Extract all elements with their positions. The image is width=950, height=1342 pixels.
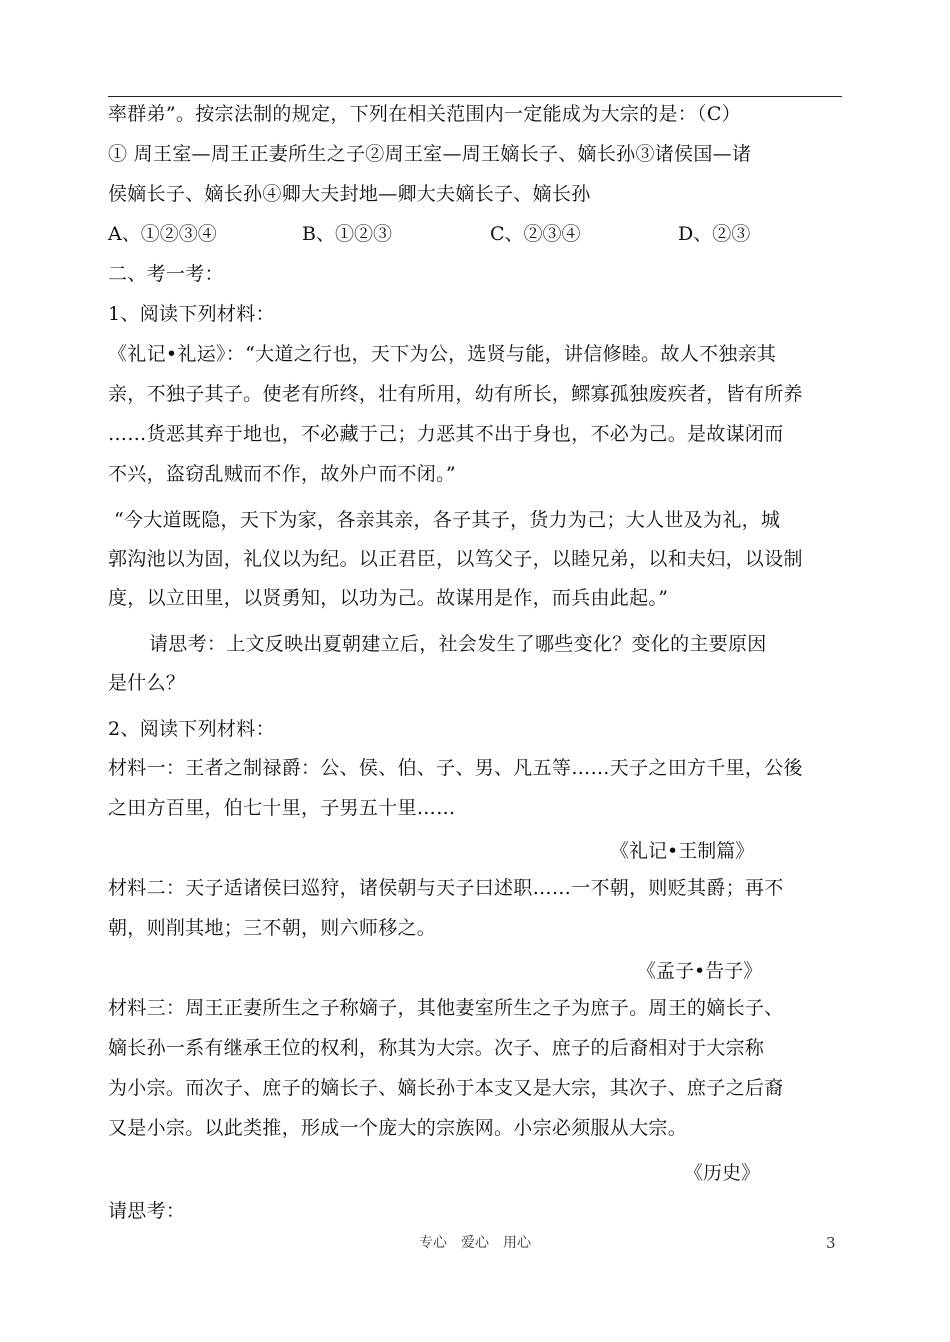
choice-d: D、②③: [678, 223, 751, 245]
paragraph-line: 朝，则削其地；三不朝，则六师移之。: [108, 917, 437, 939]
source-citation: 《孟子•告子》: [637, 960, 763, 982]
page-footer: 专心 爱心 用心: [419, 1235, 531, 1251]
question-stem-line: 率群弟”。按宗法制的规定，下列在相关范围内一定能成为大宗的是：（C）: [108, 103, 741, 125]
paragraph-line: 材料二：天子适诸侯曰巡狩，诸侯朝与天子曰述职……一不朝，则贬其爵；再不: [108, 877, 784, 899]
paragraph-line: 亲，不独子其子。使老有所终，壮有所用，幼有所长，鳏寡孤独废疾者，皆有所养: [108, 383, 803, 405]
item-heading: 2、阅读下列材料：: [108, 718, 275, 740]
question-options-line: 侯嫡长子、嫡长孙④卿大夫封地—卿大夫嫡长子、嫡长孙: [108, 183, 591, 205]
source-citation: 《历史》: [684, 1162, 761, 1184]
question-prompt: 是什么？: [108, 672, 186, 694]
paragraph-line: 又是小宗。以此类推，形成一个庞大的宗族网。小宗必须服从大宗。: [108, 1117, 688, 1139]
paragraph-line: 度，以立田里，以贤勇知，以功为己。故谋用是作，而兵由此起。”: [108, 587, 669, 609]
paragraph-line: 材料三：周王正妻所生之子称嫡子，其他妻室所生之子为庶子。周王的嫡长子、: [108, 997, 784, 1019]
item-heading: 1、阅读下列材料：: [108, 303, 275, 325]
section-heading: 二、考一考：: [108, 263, 224, 285]
page-number: 3: [826, 1234, 836, 1252]
paragraph-line: 不兴，盗窃乱贼而不作，故外户而不闭。”: [108, 463, 456, 485]
paragraph-line: 郭沟池以为固，礼仪以为纪。以正君臣，以笃父子，以睦兄弟，以和夫妇，以设制: [108, 548, 803, 570]
paragraph-line: 嫡长孙一系有继承王位的权利，称其为大宗。次子、庶子的后裔相对于大宗称: [108, 1037, 765, 1059]
paragraph-line: 为小宗。而次子、庶子的嫡长子、嫡长孙于本支又是大宗，其次子、庶子之后裔: [108, 1077, 784, 1099]
paragraph-line: 《礼记•礼运》：“大道之行也，天下为公，选贤与能，讲信修睦。故人不独亲其: [108, 343, 777, 365]
choice-c: C、②③④: [490, 223, 581, 245]
header-rule: [108, 96, 842, 97]
choice-b: B、①②③: [302, 223, 392, 245]
paragraph-line: 材料一：王者之制禄爵：公、侯、伯、子、男、凡五等……天子之田方千里，公後: [108, 757, 803, 779]
paragraph-line: “今大道既隐，天下为家，各亲其亲，各子其子，货力为己；大人世及为礼，城: [114, 509, 781, 531]
choice-a: A、①②③④: [108, 223, 217, 245]
question-prompt: 请思考：上文反映出夏朝建立后，社会发生了哪些变化？变化的主要原因: [149, 633, 767, 655]
question-prompt: 请思考：: [108, 1200, 186, 1222]
paragraph-line: ……货恶其弃于地也，不必藏于己；力恶其不出于身也，不必为己。是故谋闭而: [108, 423, 784, 445]
paragraph-line: 之田方百里，伯七十里，子男五十里……: [108, 797, 456, 819]
source-citation: 《礼记•王制篇》: [610, 840, 755, 862]
question-options-line: ① 周王室—周王正妻所生之子②周王室—周王嫡长子、嫡长孙③诸侯国—诸: [108, 143, 752, 165]
